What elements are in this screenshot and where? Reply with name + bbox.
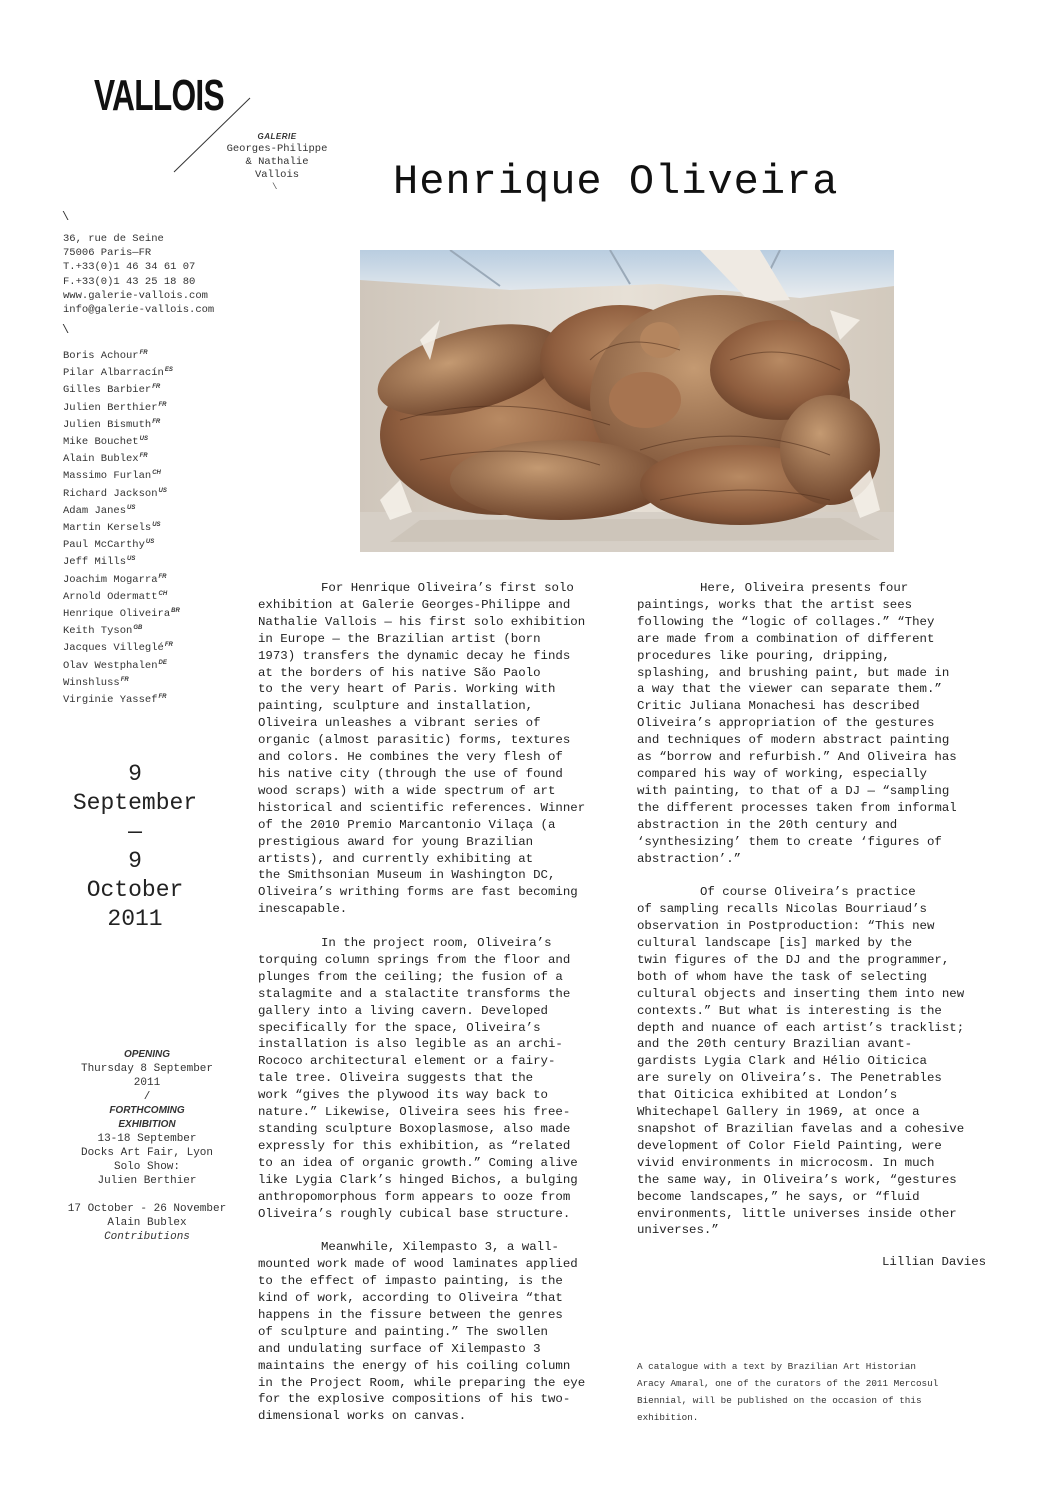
galerie-name-block bbox=[222, 130, 332, 182]
page-title: Henrique Oliveira bbox=[393, 158, 839, 206]
paragraph: For Henrique Oliveira’s first solo exhibition at Galerie Georges-Philippe and Nathalie Vallois — his first solo exhibition in Europe — the Brazilian artist (born 1973) transfers the dynamic decay he finds at the borders of his native São Paolo to the very heart of Paris. Working with painting, sculpture and installation, Oliveira unleashes a vibrant series of organic (almost parasitic) forms, textures and colors. He combines the very flesh of his native city (through the use of found wood scraps) with a wide spectrum of art historical and scientific references. Winner of the 2010 Premio Marcantonio Vilaça (a prestigious award for young Brazilian artists), and currently exhibiting at the Smithsonian Museum in Washington DC, Oliveira’s writhing forms are fast becoming inescapable. bbox=[258, 581, 586, 917]
artist-name: Julien Bismuth bbox=[63, 418, 152, 431]
start-month: September bbox=[72, 790, 198, 816]
artist-item[interactable] bbox=[63, 604, 180, 621]
year: 2011 bbox=[107, 906, 163, 932]
artist-name: Massimo Furlan bbox=[63, 470, 152, 483]
artist-item[interactable] bbox=[63, 690, 180, 707]
artist-name: Olav Westphalen bbox=[63, 659, 158, 672]
country-code: US bbox=[152, 522, 161, 529]
forthcoming-label: FORTHCOMING bbox=[109, 1105, 185, 1116]
country-code: FR bbox=[120, 676, 129, 683]
forthcoming-artist: Julien Berthier bbox=[97, 1175, 197, 1187]
country-code: CH bbox=[152, 470, 161, 477]
galerie-name-line: & Nathalie bbox=[245, 156, 309, 168]
paragraph: Meanwhile, Xilempasto 3, a wall- mounted work made of wood laminates applied to the effect of impasto painting, is the kind of work, according to Oliveira “that happens in the fissure between the genres of sculpture and painting.” The swollen and undulating surface of Xilempasto 3 maintains the energy of his coiling column in the Project Room, while preparing the eye for the explosive compositions of his two- dimensional works on canvas. bbox=[258, 1240, 586, 1424]
country-code: FR bbox=[139, 350, 148, 356]
section-divider-backslash: \ bbox=[62, 323, 70, 337]
country-code: US bbox=[127, 504, 136, 511]
artist-item[interactable] bbox=[63, 587, 180, 604]
artist-name: Arnold Odermatt bbox=[63, 590, 158, 603]
gallery-logo: VALLOIS bbox=[94, 71, 224, 120]
country-code: FR bbox=[152, 418, 161, 425]
artist-item[interactable] bbox=[63, 673, 180, 690]
artist-name: Richard Jackson bbox=[63, 487, 158, 500]
body-column-right bbox=[637, 580, 1001, 1256]
telephone-line: T.+33(0)1 46 34 61 07 bbox=[63, 261, 196, 274]
country-code: CH bbox=[158, 590, 168, 597]
artist-item[interactable] bbox=[63, 518, 180, 535]
galerie-label: GALERIE bbox=[257, 132, 297, 141]
artist-name: Pilar Albarracín bbox=[63, 367, 164, 380]
country-code: FR bbox=[158, 694, 167, 701]
country-code: GB bbox=[133, 625, 143, 632]
address-line: 36, rue de Seine bbox=[63, 233, 164, 245]
artist-name: Alain Bublex bbox=[63, 453, 139, 466]
fax-line: F.+33(0)1 43 25 18 80 bbox=[63, 275, 196, 288]
artist-item[interactable] bbox=[63, 552, 180, 569]
country-code: DE bbox=[158, 659, 167, 666]
country-code: US bbox=[127, 556, 136, 563]
artist-name: Paul McCarthy bbox=[63, 539, 145, 552]
artist-name: Jeff Mills bbox=[63, 556, 127, 569]
artist-item[interactable] bbox=[63, 380, 180, 397]
country-code: FR bbox=[158, 573, 167, 580]
artist-item[interactable] bbox=[63, 432, 180, 449]
artist-item[interactable] bbox=[63, 466, 180, 483]
installation-photo bbox=[360, 250, 894, 552]
artist-item[interactable] bbox=[63, 449, 180, 466]
artist-name: Jacques Villeglé bbox=[63, 642, 164, 655]
body-column-left bbox=[258, 580, 620, 1442]
contact-info bbox=[63, 232, 214, 317]
artist-item[interactable] bbox=[63, 398, 180, 415]
artist-name: Winshluss bbox=[63, 676, 120, 689]
events-block bbox=[52, 1048, 242, 1244]
galerie-name-line: Vallois bbox=[254, 169, 300, 181]
artist-name: Virginie Yassef bbox=[63, 694, 158, 707]
artist-name: Henrique Oliveira bbox=[63, 608, 171, 621]
opening-year: 2011 bbox=[133, 1077, 161, 1089]
exhibition-dates bbox=[52, 760, 218, 934]
artist-name: Julien Berthier bbox=[63, 401, 158, 414]
end-month: October bbox=[86, 877, 184, 903]
country-code: FR bbox=[152, 384, 161, 391]
date-dash: — bbox=[128, 819, 142, 845]
artist-item[interactable] bbox=[63, 638, 180, 655]
opening-date: Thursday 8 September bbox=[80, 1063, 214, 1075]
country-code: US bbox=[158, 487, 167, 494]
installation-photo-graphic bbox=[360, 250, 894, 552]
artist-name: Boris Achour bbox=[63, 350, 139, 362]
artist-name: Adam Janes bbox=[63, 504, 127, 517]
artist-item[interactable] bbox=[63, 415, 180, 432]
event-separator: / bbox=[143, 1091, 151, 1103]
artist-name: Joachim Mogarra bbox=[63, 573, 158, 586]
artist-name: Martin Kersels bbox=[63, 522, 152, 535]
artist-name: Keith Tyson bbox=[63, 625, 133, 638]
email-link[interactable]: info@galerie-vallois.com bbox=[63, 304, 215, 317]
country-code: FR bbox=[164, 642, 173, 649]
forthcoming-type: Solo Show: bbox=[113, 1161, 180, 1173]
forthcoming-label: EXHIBITION bbox=[118, 1119, 176, 1130]
artist-item[interactable] bbox=[63, 484, 180, 501]
country-code: FR bbox=[158, 401, 167, 408]
artist-item[interactable] bbox=[63, 363, 180, 380]
artist-item[interactable] bbox=[63, 570, 180, 587]
start-day: 9 bbox=[128, 761, 142, 787]
paragraph: In the project room, Oliveira’s torquing column springs from the floor and plunges from the ceiling; the fusion of a stalagmite and a stalactite transforms the gallery into a living cavern. Developed specifically for the space, Oliveira’s installation is also legible as an archi- Rococo architectural element or a fairy- tale tree. Oliveira suggests that the work “gives the plywood its way back to nature.” Likewise, Oliveira sees his free- standing sculpture Boxoplasmose, also made expressly for this exhibition, as “related to an idea of organic growth.” Coming alive like Lygia Clark’s hinged Bichos, a bulging anthropomorphous form appears to ooze from Oliveira’s roughly cubical base structure. bbox=[258, 936, 578, 1221]
paragraph: Here, Oliveira presents four paintings, works that the artist sees following the “logic of collages.” “They are made from a combination of different procedures like pouring, dripping, splashing, and brushing paint, but made in a way that the viewer can separate them.” Critic Juliana Monachesi has described Oliveira’s appropriation of the gestures and techniques of modern abstract painting as “borrow and refurbish.” And Oliveira has compared his way of working, especially with painting, to that of a DJ — “sampling the different processes taken from informal abstraction in the 20th century and ‘synthesizing’ them to create ‘figures of abstraction’.” bbox=[637, 581, 957, 866]
artist-item[interactable] bbox=[63, 346, 180, 363]
artist-item[interactable] bbox=[63, 656, 180, 673]
artist-item[interactable] bbox=[63, 501, 180, 518]
catalogue-footnote: A catalogue with a text by Brazilian Art Historian Aracy Amaral, one of the curators of the 2011 Mercosul Biennial, will be published on the occasion of this exhibition. bbox=[637, 1361, 939, 1423]
paragraph: Of course Oliveira’s practice of sampling recalls Nicolas Bourriaud’s observation in Postproduction: “This new cultural landscape [is] marked by the twin figures of the DJ and the programmer, both of whom have the task of selecting cultural objects and inserting them into new contexts.” But what is interesting is the depth and nuance of each artist’s tracklist; and the 20th century Brazilian avant- gardists Lygia Clark and Hélio Oiticica are surely on Oliveira’s. The Penetrables that Oiticica exhibited at London’s Whitechapel Gallery in 1969, at once a snapshot of Brazilian favelas and a cohesive development of Color Field Painting, were vivid environments in microcosm. In much the same way, in Oliveira’s work, “gestures become landscapes,” he says, or “fluid environments, little universes inside other universes.” bbox=[637, 885, 965, 1238]
author-signature: Lillian Davies bbox=[882, 1255, 987, 1269]
country-code: FR bbox=[139, 453, 148, 460]
artist-item[interactable] bbox=[63, 621, 180, 638]
section-divider-backslash: \ bbox=[62, 210, 70, 224]
next-dates: 17 October - 26 November bbox=[67, 1203, 227, 1215]
galerie-backslash: \ bbox=[272, 182, 278, 192]
postcode-line: 75006 Paris—FR bbox=[63, 247, 152, 260]
forthcoming-dates: 13-18 September bbox=[97, 1133, 197, 1145]
artist-item[interactable] bbox=[63, 535, 180, 552]
galerie-name-line: Georges-Philippe bbox=[226, 143, 328, 155]
opening-label: OPENING bbox=[123, 1049, 171, 1060]
next-title: Contributions bbox=[104, 1231, 190, 1243]
country-code: ES bbox=[164, 367, 173, 374]
country-code: BR bbox=[171, 608, 180, 615]
artist-list bbox=[63, 346, 180, 707]
country-code: US bbox=[139, 436, 148, 443]
forthcoming-venue: Docks Art Fair, Lyon bbox=[80, 1147, 214, 1159]
artist-name: Gilles Barbier bbox=[63, 384, 152, 397]
country-code: US bbox=[145, 539, 155, 546]
website-link[interactable]: www.galerie-vallois.com bbox=[63, 289, 208, 302]
artist-name: Mike Bouchet bbox=[63, 436, 139, 449]
end-day: 9 bbox=[128, 848, 142, 874]
next-artist: Alain Bublex bbox=[107, 1217, 187, 1229]
